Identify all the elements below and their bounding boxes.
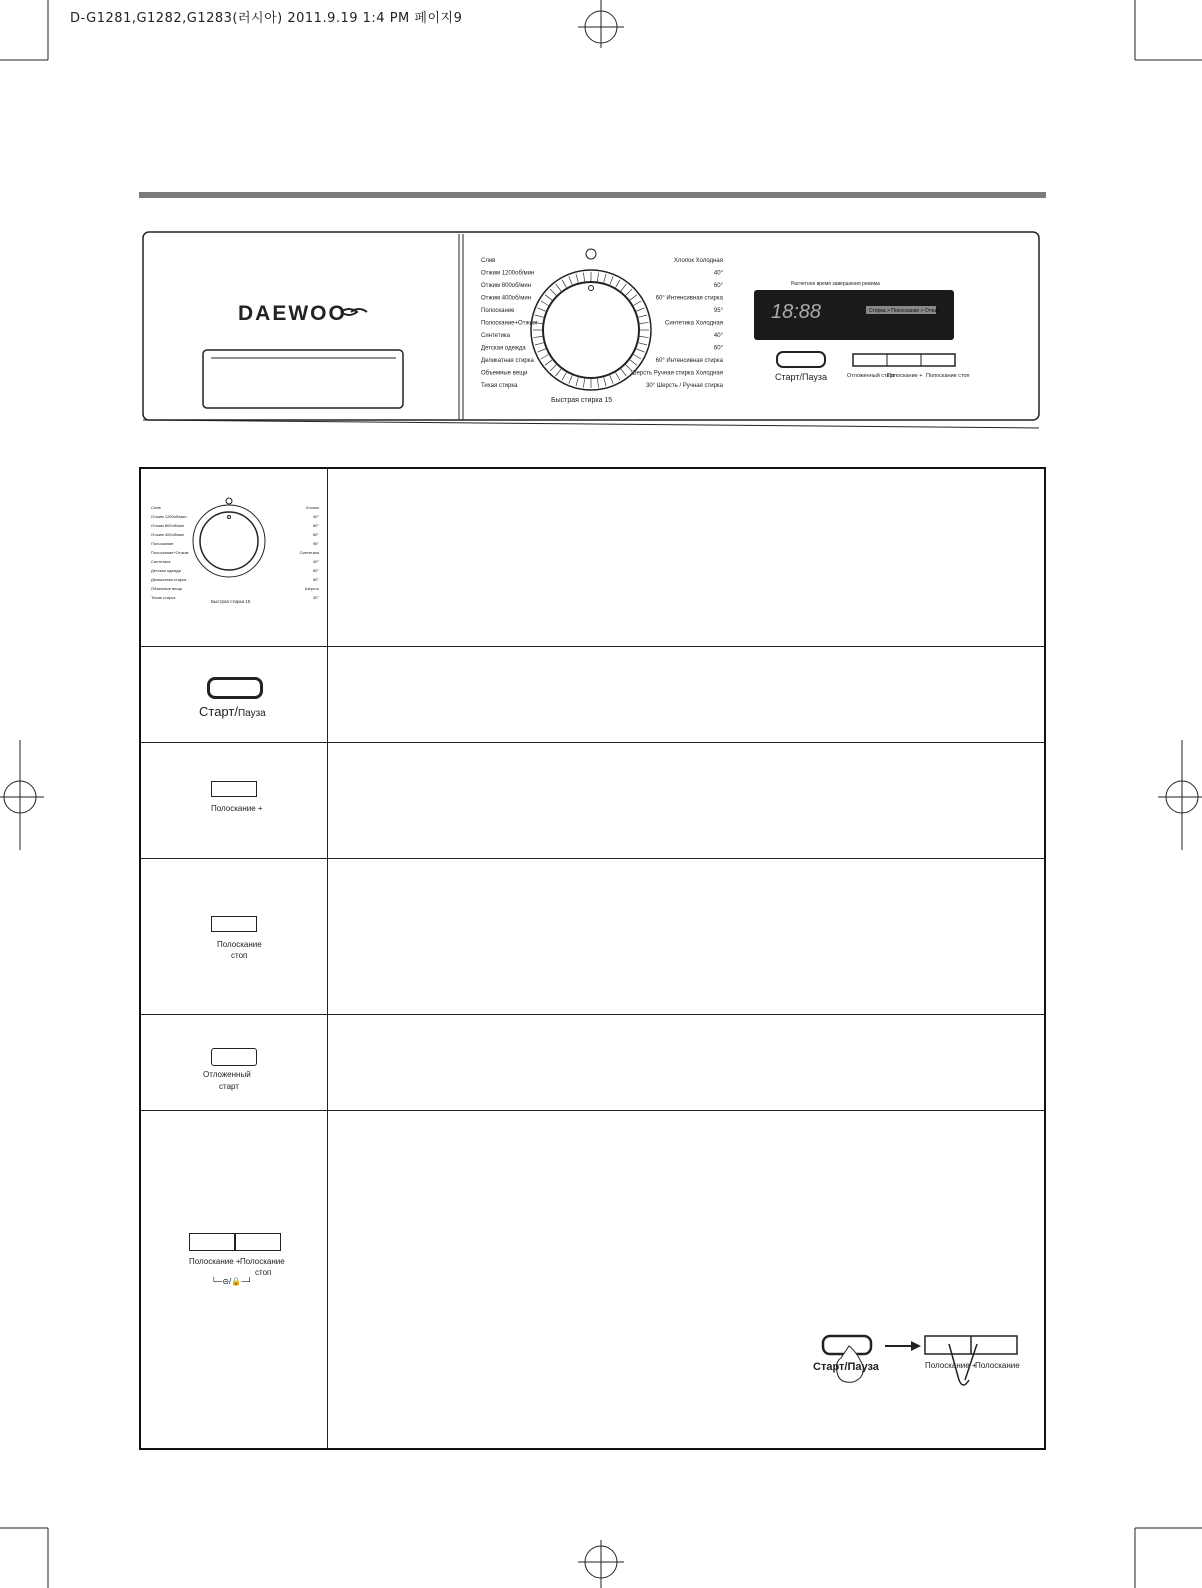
start-pause-button	[207, 677, 263, 699]
mini-right-1: 40°	[312, 514, 319, 519]
mini-right-10: 30°	[312, 595, 319, 600]
table-row	[141, 859, 1044, 1015]
rinse-stop-label-1: Полоскание	[217, 940, 262, 949]
svg-text:Старт/Пауза: Старт/Пауза	[813, 1361, 879, 1373]
delay-start-cell	[141, 1015, 328, 1110]
svg-text:Полоскание +: Полоскание +	[887, 373, 923, 379]
mini-left-6: Синтетика	[151, 559, 171, 564]
mini-left-2: Отжим 800об/мин	[151, 523, 185, 528]
mini-right-8: 60°	[312, 577, 319, 582]
mini-left-0: Слив	[151, 505, 161, 510]
rinse-plus-cell	[141, 743, 328, 858]
program-right-5: Синтетика Холодная	[665, 320, 723, 327]
svg-text:18:88: 18:88	[771, 301, 822, 323]
option-buttons	[853, 354, 955, 366]
quick-wash-label: Быстрая стирка 15	[551, 397, 613, 404]
detergent-drawer	[203, 350, 403, 408]
program-right-1: 40°	[713, 270, 723, 277]
svg-text:Полоскание +: Полоскание +	[925, 1361, 977, 1370]
table-row	[141, 1015, 1044, 1111]
mini-left-4: Полоскание	[151, 541, 174, 546]
svg-text:Быстрая стирка 15: Быстрая стирка 15	[211, 599, 251, 604]
combo-right-label-1: Полоскание	[240, 1257, 285, 1266]
program-left-7: Детская одежда	[481, 345, 526, 352]
svg-text:Старт/Пауза: Старт/Пауза	[775, 372, 827, 382]
mini-right-5: Синтетика	[299, 550, 319, 555]
combo-left-label: Полоскание +	[189, 1257, 241, 1266]
svg-text:Полоскание: Полоскание	[975, 1361, 1020, 1370]
control-panel-drawing	[141, 230, 1041, 440]
table-row	[141, 743, 1044, 859]
rinse-stop-label-2: стоп	[231, 951, 248, 960]
program-left-2: Отжим 800об/мин	[481, 283, 532, 289]
svg-text:Стирка > Полоскание > Отжим: Стирка > Полоскание > Отжим	[869, 308, 941, 314]
table-row	[141, 1111, 1044, 1448]
mini-left-1: Отжим 1200об/мин	[151, 514, 187, 519]
brand-logo: DAEWOO	[238, 302, 347, 325]
rinse-stop-cell	[141, 859, 328, 1014]
program-right-0: Хлопок Холодная	[673, 258, 723, 264]
rinse-plus-label: Полоскание +	[211, 804, 263, 813]
table-row	[141, 647, 1044, 743]
dial-cell	[141, 469, 328, 646]
program-left-6: Синтетика	[481, 333, 511, 339]
delay-start-label-2: старт	[219, 1082, 239, 1091]
start-pause-label: Старт/Пауза	[199, 704, 266, 719]
program-left-0: Слив	[481, 258, 496, 264]
mini-right-9: Шерсть	[304, 586, 319, 591]
start-pause-button	[777, 352, 825, 367]
program-right-10: 30° Шерсть / Ручная стирка	[645, 383, 723, 389]
program-left-10: Тихая стирка	[481, 383, 518, 389]
mini-right-7: 60°	[312, 568, 319, 573]
program-right-6: 40°	[713, 333, 723, 339]
display-title: Расчетное время завершения режима	[791, 281, 880, 287]
program-right-7: 60°	[713, 345, 723, 352]
lock-icon: └─⊝/🔒─┘	[211, 1277, 253, 1286]
section-bar	[139, 192, 1046, 198]
mini-right-4: 95°	[312, 541, 319, 546]
page-header: D-G1281,G1282,G1283(러시아) 2011.9.19 1:4 PM 페이지9	[70, 11, 463, 26]
mini-right-3: 60°	[312, 532, 319, 537]
mini-right-0: Хлопок	[305, 505, 319, 510]
power-icon	[226, 498, 232, 504]
program-left-4: Полоскание	[481, 308, 515, 314]
program-left-1: Отжим 1200об/мин	[481, 270, 535, 277]
rinse-stop-button	[211, 916, 257, 932]
program-left-9: Объемные вещи	[481, 370, 528, 377]
rinse-plus-button	[211, 781, 257, 797]
mini-right-2: 60°	[312, 523, 319, 528]
delay-start-label-1: Отложенный	[203, 1070, 251, 1079]
mini-left-3: Отжим 400об/мин	[151, 532, 185, 537]
mini-left-5: Полоскание+Отжим	[151, 550, 189, 555]
program-right-3: 60° Интенсивная стирка	[655, 295, 723, 302]
svg-text:Отложенный старт: Отложенный старт	[847, 373, 896, 379]
program-right-4: 95°	[713, 308, 723, 314]
table-row	[141, 469, 1044, 647]
combo-right-label-2: стоп	[255, 1268, 272, 1277]
program-left-8: Деликатная стирка	[481, 358, 534, 364]
program-right-8: 60° Интенсивная стирка	[655, 358, 723, 364]
mini-left-9: Объемные вещи	[151, 586, 182, 591]
mini-left-10: Тихая стирка	[151, 595, 176, 600]
mini-right-6: 40°	[312, 559, 319, 564]
svg-text:Полоскание стоп: Полоскание стоп	[926, 373, 970, 379]
child-lock-cell	[141, 1111, 328, 1448]
mini-left-7: Детская одежда	[151, 568, 181, 573]
child-lock-illustration	[809, 1326, 1024, 1396]
program-right-9: Шерсть Ручная стирка Холодная	[631, 370, 723, 377]
function-table	[139, 467, 1046, 1450]
program-dial-mini	[141, 469, 326, 645]
delay-start-button	[211, 1048, 257, 1066]
start-pause-cell	[141, 647, 328, 742]
program-right-2: 60°	[713, 283, 723, 289]
program-left-5: Полоскание+Отжим	[481, 320, 538, 327]
mini-left-8: Деликатная стирка	[151, 577, 187, 582]
program-left-3: Отжим 400об/мин	[481, 295, 532, 302]
